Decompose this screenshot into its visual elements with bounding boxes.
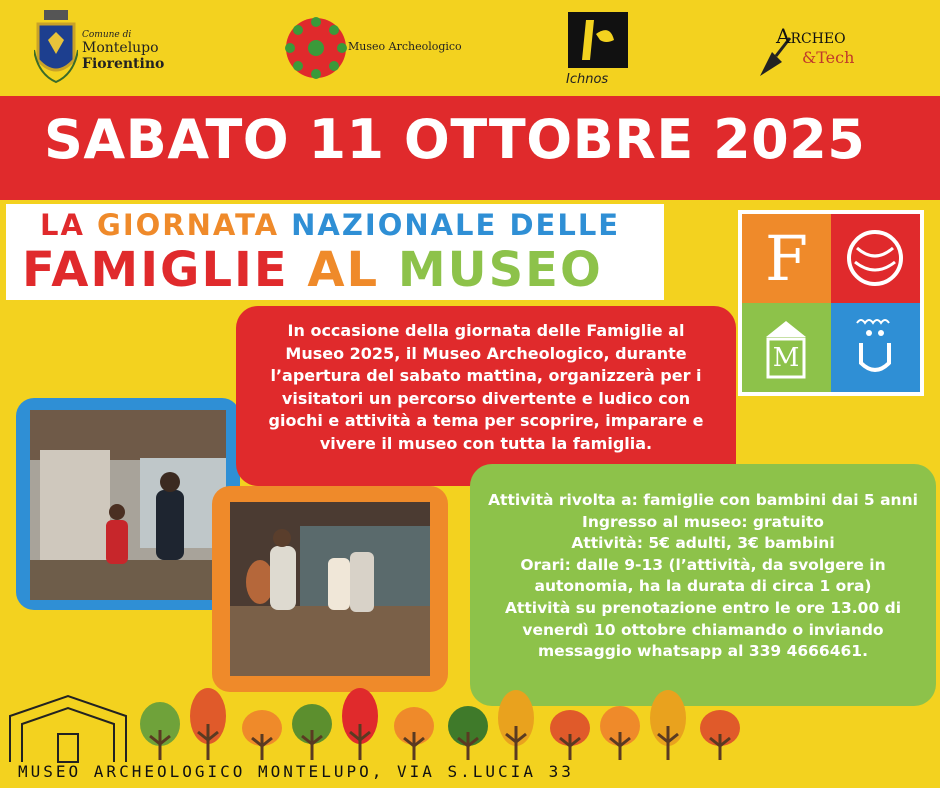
logo-quadrant-orange (742, 214, 831, 303)
info-target: Attività rivolta a: famiglie con bambini dai 5 anni (488, 491, 918, 509)
logo-letter-m: M (772, 343, 800, 373)
yarn-ball-icon (831, 214, 920, 303)
tree-icon (698, 708, 742, 762)
tree-icon (392, 706, 436, 762)
title-line1 (40, 208, 620, 242)
museum-photo-2 (230, 502, 430, 676)
museum-photo-frame-1 (16, 398, 240, 610)
tree-icon (548, 708, 592, 762)
tree-icon (648, 690, 688, 762)
museum-photo-1 (30, 410, 226, 600)
title-line2 (22, 242, 603, 298)
comune-name-line1: Montelupo (82, 40, 159, 56)
title-word: DELLE (509, 208, 621, 242)
event-date: SABATO 11 OTTOBRE 2025 (44, 108, 866, 171)
tree-icon (340, 688, 380, 762)
tree-icon (240, 708, 284, 762)
info-booking: Attività su prenotazione entro le ore 13.00 di venerdì 10 ottobre chiamando o inviando messaggio whatsapp al 339 4666461. (504, 598, 902, 661)
comune-name-line2: Fiorentino (82, 56, 165, 72)
museo-archeologico-logo (284, 14, 464, 84)
tree-icon (188, 688, 228, 762)
archeotech-logo (752, 12, 892, 82)
title-word: GIORNATA (97, 208, 292, 242)
title-word: MUSEO (397, 242, 603, 298)
logo-quadrant-green (742, 303, 831, 392)
tree-icon (446, 704, 490, 762)
ichnos-logo (562, 10, 634, 90)
ichnos-emblem-icon (566, 10, 630, 70)
tree-icon (290, 702, 334, 762)
coat-of-arms-icon (34, 10, 78, 84)
logo-letter-f: F (764, 222, 809, 295)
footer-address: MUSEO ARCHEOLOGICO MONTELUPO, VIA S.LUCIA 33 (18, 762, 574, 781)
museum-photo-frame-2 (212, 486, 448, 692)
info-entrance: Ingresso al museo: gratuito (582, 512, 824, 531)
info-box (470, 464, 936, 706)
intro-text: In occasione della giornata delle Famiglie al Museo 2025, il Museo Archeologico, durante l’apertura del sabato mattina, organizzerà per i visitatori un percorso divertente e ludico con giochi e attività a tema per scoprire, imparare e vivere il museo con tutta la famiglia. (268, 321, 704, 453)
tree-icon (138, 700, 182, 762)
tree-icon (598, 704, 642, 762)
museo-emblem-icon (284, 14, 348, 82)
title-word: AL (307, 242, 398, 298)
tech-label: &Tech (802, 48, 855, 67)
museo-logo-label: Museo Archeologico (348, 40, 462, 53)
museum-building-icon (8, 694, 134, 764)
comune-logo (30, 8, 190, 86)
logo-quadrant-blue (831, 303, 920, 392)
title-word: LA (40, 208, 98, 242)
info-price: Attività: 5€ adulti, 3€ bambini (571, 534, 835, 553)
archeo-label: Archeo (776, 24, 846, 48)
title-word: FAMIGLIE (22, 242, 308, 298)
face-u-icon (831, 303, 920, 392)
tree-icon (496, 690, 536, 762)
title-word: NAZIONALE (291, 208, 510, 242)
info-hours: Orari: dalle 9-13 (l’attività, da svolgere in autonomia, ha la durata di circa 1 ora) (520, 555, 886, 596)
comune-small-label: Comune di (82, 30, 132, 40)
ichnos-label: Ichnos (566, 72, 609, 87)
intro-box (236, 306, 736, 486)
famiglie-museo-logo (738, 210, 924, 396)
logo-quadrant-red (831, 214, 920, 303)
